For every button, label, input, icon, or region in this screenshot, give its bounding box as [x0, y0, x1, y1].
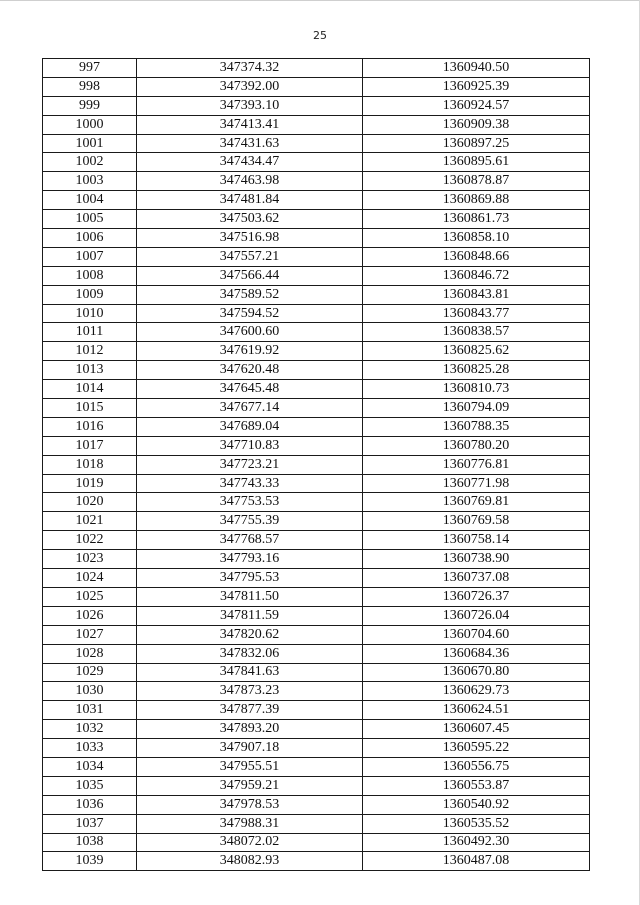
table-row — [43, 569, 590, 588]
y-coordinate-cell: 1360780.20 — [363, 436, 590, 455]
point-number-cell: 999 — [43, 96, 137, 115]
x-coordinate-cell: 347988.31 — [137, 814, 363, 833]
table-row — [43, 512, 590, 531]
y-coordinate-cell: 1360895.61 — [363, 153, 590, 172]
y-coordinate-cell: 1360726.04 — [363, 606, 590, 625]
y-coordinate-cell: 1360924.57 — [363, 96, 590, 115]
point-number-cell: 1019 — [43, 474, 137, 493]
table-row — [43, 417, 590, 436]
table-row — [43, 96, 590, 115]
point-number-cell: 1009 — [43, 285, 137, 304]
x-coordinate-cell: 347877.39 — [137, 701, 363, 720]
point-number-cell: 1021 — [43, 512, 137, 531]
table-row — [43, 474, 590, 493]
x-coordinate-cell: 347755.39 — [137, 512, 363, 531]
table-row — [43, 436, 590, 455]
point-number-cell: 1007 — [43, 247, 137, 266]
x-coordinate-cell: 347413.41 — [137, 115, 363, 134]
point-number-cell: 1013 — [43, 361, 137, 380]
x-coordinate-cell: 347710.83 — [137, 436, 363, 455]
point-number-cell: 1004 — [43, 191, 137, 210]
y-coordinate-cell: 1360487.08 — [363, 852, 590, 871]
table-row — [43, 833, 590, 852]
point-number-cell: 1002 — [43, 153, 137, 172]
y-coordinate-cell: 1360624.51 — [363, 701, 590, 720]
table-row — [43, 210, 590, 229]
point-number-cell: 1025 — [43, 587, 137, 606]
y-coordinate-cell: 1360843.77 — [363, 304, 590, 323]
table-row — [43, 682, 590, 701]
x-coordinate-cell: 347793.16 — [137, 550, 363, 569]
y-coordinate-cell: 1360869.88 — [363, 191, 590, 210]
table-row — [43, 757, 590, 776]
y-coordinate-cell: 1360848.66 — [363, 247, 590, 266]
x-coordinate-cell: 347481.84 — [137, 191, 363, 210]
point-number-cell: 1015 — [43, 399, 137, 418]
x-coordinate-cell: 347955.51 — [137, 757, 363, 776]
table-row — [43, 455, 590, 474]
y-coordinate-cell: 1360861.73 — [363, 210, 590, 229]
y-coordinate-cell: 1360878.87 — [363, 172, 590, 191]
page-number: 25 — [313, 29, 327, 42]
table-row — [43, 229, 590, 248]
table-row — [43, 361, 590, 380]
y-coordinate-cell: 1360629.73 — [363, 682, 590, 701]
x-coordinate-cell: 347594.52 — [137, 304, 363, 323]
y-coordinate-cell: 1360738.90 — [363, 550, 590, 569]
x-coordinate-cell: 347723.21 — [137, 455, 363, 474]
table-row — [43, 531, 590, 550]
table-row — [43, 814, 590, 833]
table-row — [43, 134, 590, 153]
x-coordinate-cell: 347557.21 — [137, 247, 363, 266]
x-coordinate-cell: 347516.98 — [137, 229, 363, 248]
scan-edge — [0, 0, 640, 1]
table-row — [43, 776, 590, 795]
table-row — [43, 493, 590, 512]
y-coordinate-cell: 1360909.38 — [363, 115, 590, 134]
table-row — [43, 323, 590, 342]
table-row — [43, 77, 590, 96]
y-coordinate-cell: 1360684.36 — [363, 644, 590, 663]
x-coordinate-cell: 347743.33 — [137, 474, 363, 493]
point-number-cell: 998 — [43, 77, 137, 96]
x-coordinate-cell: 347589.52 — [137, 285, 363, 304]
x-coordinate-cell: 347374.32 — [137, 59, 363, 78]
y-coordinate-cell: 1360607.45 — [363, 720, 590, 739]
table-row — [43, 663, 590, 682]
y-coordinate-cell: 1360825.62 — [363, 342, 590, 361]
point-number-cell: 1006 — [43, 229, 137, 248]
table-row — [43, 739, 590, 758]
table-row — [43, 380, 590, 399]
x-coordinate-cell: 347503.62 — [137, 210, 363, 229]
point-number-cell: 997 — [43, 59, 137, 78]
x-coordinate-cell: 347566.44 — [137, 266, 363, 285]
point-number-cell: 1001 — [43, 134, 137, 153]
y-coordinate-cell: 1360540.92 — [363, 795, 590, 814]
point-number-cell: 1026 — [43, 606, 137, 625]
y-coordinate-cell: 1360535.52 — [363, 814, 590, 833]
y-coordinate-cell: 1360825.28 — [363, 361, 590, 380]
y-coordinate-cell: 1360794.09 — [363, 399, 590, 418]
point-number-cell: 1034 — [43, 757, 137, 776]
point-number-cell: 1003 — [43, 172, 137, 191]
x-coordinate-cell: 347811.59 — [137, 606, 363, 625]
y-coordinate-cell: 1360670.80 — [363, 663, 590, 682]
y-coordinate-cell: 1360769.81 — [363, 493, 590, 512]
point-number-cell: 1029 — [43, 663, 137, 682]
y-coordinate-cell: 1360897.25 — [363, 134, 590, 153]
x-coordinate-cell: 347893.20 — [137, 720, 363, 739]
y-coordinate-cell: 1360843.81 — [363, 285, 590, 304]
point-number-cell: 1005 — [43, 210, 137, 229]
point-number-cell: 1028 — [43, 644, 137, 663]
x-coordinate-cell: 348072.02 — [137, 833, 363, 852]
table-row — [43, 191, 590, 210]
point-number-cell: 1035 — [43, 776, 137, 795]
x-coordinate-cell: 347677.14 — [137, 399, 363, 418]
table-row — [43, 644, 590, 663]
x-coordinate-cell: 347619.92 — [137, 342, 363, 361]
x-coordinate-cell: 347832.06 — [137, 644, 363, 663]
point-number-cell: 1011 — [43, 323, 137, 342]
table-row — [43, 266, 590, 285]
point-number-cell: 1000 — [43, 115, 137, 134]
table-row — [43, 795, 590, 814]
table-row — [43, 172, 590, 191]
point-number-cell: 1022 — [43, 531, 137, 550]
x-coordinate-cell: 347820.62 — [137, 625, 363, 644]
x-coordinate-cell: 347689.04 — [137, 417, 363, 436]
point-number-cell: 1027 — [43, 625, 137, 644]
y-coordinate-cell: 1360810.73 — [363, 380, 590, 399]
point-number-cell: 1032 — [43, 720, 137, 739]
y-coordinate-cell: 1360846.72 — [363, 266, 590, 285]
point-number-cell: 1024 — [43, 569, 137, 588]
table-row — [43, 342, 590, 361]
y-coordinate-cell: 1360556.75 — [363, 757, 590, 776]
point-number-cell: 1017 — [43, 436, 137, 455]
point-number-cell: 1023 — [43, 550, 137, 569]
table-row — [43, 701, 590, 720]
x-coordinate-cell: 347434.47 — [137, 153, 363, 172]
point-number-cell: 1037 — [43, 814, 137, 833]
point-number-cell: 1020 — [43, 493, 137, 512]
x-coordinate-cell: 347907.18 — [137, 739, 363, 758]
x-coordinate-cell: 347795.53 — [137, 569, 363, 588]
table-row — [43, 247, 590, 266]
point-number-cell: 1014 — [43, 380, 137, 399]
y-coordinate-cell: 1360940.50 — [363, 59, 590, 78]
x-coordinate-cell: 347393.10 — [137, 96, 363, 115]
y-coordinate-cell: 1360758.14 — [363, 531, 590, 550]
coordinates-table — [42, 58, 590, 871]
table-row — [43, 606, 590, 625]
x-coordinate-cell: 347620.48 — [137, 361, 363, 380]
point-number-cell: 1036 — [43, 795, 137, 814]
table-row — [43, 852, 590, 871]
y-coordinate-cell: 1360788.35 — [363, 417, 590, 436]
y-coordinate-cell: 1360771.98 — [363, 474, 590, 493]
y-coordinate-cell: 1360925.39 — [363, 77, 590, 96]
point-number-cell: 1033 — [43, 739, 137, 758]
y-coordinate-cell: 1360704.60 — [363, 625, 590, 644]
table-row — [43, 115, 590, 134]
x-coordinate-cell: 347841.63 — [137, 663, 363, 682]
point-number-cell: 1012 — [43, 342, 137, 361]
x-coordinate-cell: 347600.60 — [137, 323, 363, 342]
x-coordinate-cell: 347645.48 — [137, 380, 363, 399]
x-coordinate-cell: 347978.53 — [137, 795, 363, 814]
table-row — [43, 153, 590, 172]
point-number-cell: 1008 — [43, 266, 137, 285]
table-row — [43, 587, 590, 606]
table-row — [43, 399, 590, 418]
y-coordinate-cell: 1360553.87 — [363, 776, 590, 795]
point-number-cell: 1010 — [43, 304, 137, 323]
y-coordinate-cell: 1360595.22 — [363, 739, 590, 758]
y-coordinate-cell: 1360858.10 — [363, 229, 590, 248]
x-coordinate-cell: 347811.50 — [137, 587, 363, 606]
y-coordinate-cell: 1360776.81 — [363, 455, 590, 474]
y-coordinate-cell: 1360492.30 — [363, 833, 590, 852]
x-coordinate-cell: 347959.21 — [137, 776, 363, 795]
table-row — [43, 550, 590, 569]
table-row — [43, 720, 590, 739]
y-coordinate-cell: 1360838.57 — [363, 323, 590, 342]
table-row — [43, 304, 590, 323]
x-coordinate-cell: 348082.93 — [137, 852, 363, 871]
x-coordinate-cell: 347753.53 — [137, 493, 363, 512]
x-coordinate-cell: 347431.63 — [137, 134, 363, 153]
y-coordinate-cell: 1360726.37 — [363, 587, 590, 606]
x-coordinate-cell: 347873.23 — [137, 682, 363, 701]
point-number-cell: 1030 — [43, 682, 137, 701]
point-number-cell: 1038 — [43, 833, 137, 852]
table-row — [43, 59, 590, 78]
point-number-cell: 1018 — [43, 455, 137, 474]
point-number-cell: 1039 — [43, 852, 137, 871]
x-coordinate-cell: 347463.98 — [137, 172, 363, 191]
point-number-cell: 1031 — [43, 701, 137, 720]
y-coordinate-cell: 1360769.58 — [363, 512, 590, 531]
x-coordinate-cell: 347768.57 — [137, 531, 363, 550]
x-coordinate-cell: 347392.00 — [137, 77, 363, 96]
y-coordinate-cell: 1360737.08 — [363, 569, 590, 588]
point-number-cell: 1016 — [43, 417, 137, 436]
table-row — [43, 625, 590, 644]
table-row — [43, 285, 590, 304]
coordinates-table-body — [43, 59, 590, 871]
